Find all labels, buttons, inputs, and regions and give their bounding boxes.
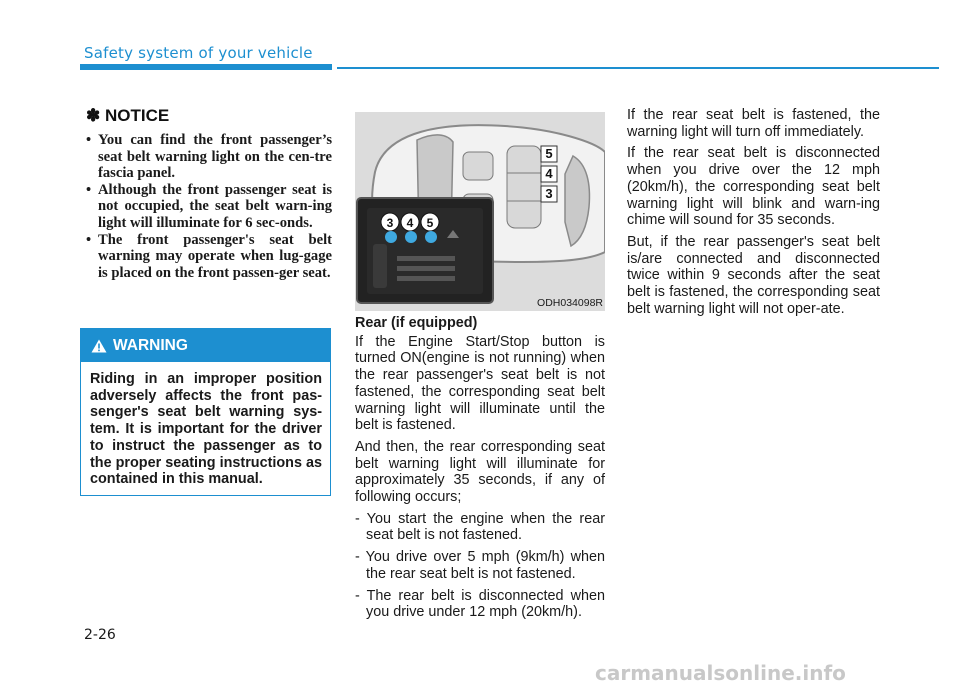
header-rule — [337, 67, 939, 69]
bullet: • — [86, 132, 92, 148]
svg-text:3: 3 — [545, 186, 553, 201]
seat-belt-warning-figure — [355, 112, 605, 311]
svg-text:3: 3 — [386, 216, 394, 230]
bullet: • — [86, 231, 92, 248]
body-paragraph: If the rear seat belt is disconnected when you drive over the 12 mph (20km/h), the corresponding seat belt warning light will blink and warn-ing chime will sound for 35 seconds. — [627, 145, 880, 229]
vehicle-top-view-illustration — [355, 112, 605, 311]
warning-text: Riding in an improper position adversely affects the front pas-senger's seat belt warning sys-tem. It is important for the driver to instruct the passenger as to the proper seating instructions as contained in this manual. — [90, 371, 322, 488]
warning-title: WARNING — [113, 336, 188, 354]
notice-item-text: You can find the front passenger’s seat belt warning light on the cen-tre fascia panel. — [98, 132, 332, 182]
header-accent-bar — [80, 64, 332, 70]
rear-paragraph: And then, the rear corresponding seat belt warning light will illuminate for approximately 35 seconds, if any of following occurs; — [355, 438, 605, 506]
figure-code: ODH034098R — [537, 297, 603, 309]
body-paragraph: But, if the rear passenger's seat belt is/are connected and disconnected twice within 9 seconds after the seat belt is fastened, the corresponding seat belt warning light will not oper-ate. — [627, 233, 880, 317]
condition-item: - The rear belt is disconnected when you drive under 12 mph (20km/h). — [355, 587, 605, 621]
notice-item-text: The front passenger's seat belt warning may operate when lug-gage is placed on the front passen-ger seat. — [98, 231, 332, 281]
watermark: carmanualsonline.info — [595, 661, 846, 685]
seat-label-5 — [541, 146, 557, 162]
page-number: 2-26 — [84, 627, 116, 643]
notice-section — [86, 106, 332, 281]
svg-text:4: 4 — [545, 166, 553, 181]
rear-section — [355, 315, 605, 626]
warning-header — [81, 329, 330, 362]
rear-paragraph: If the Engine Start/Stop button is turned ON(engine is not running) when the rear passenger's seat belt is not fastened, the corresponding seat belt warning light will illuminate until the belt is fastened. — [355, 333, 605, 434]
rear-continued-section — [627, 107, 880, 322]
seat-label-3 — [541, 186, 557, 202]
notice-item — [86, 132, 332, 182]
notice-item-text: Although the front passenger seat is not occupied, the seat belt warn-ing light will illuminate for 6 sec-onds. — [98, 181, 332, 231]
notice-list — [86, 132, 332, 281]
warning-triangle-icon — [91, 339, 107, 353]
bullet: • — [86, 181, 92, 198]
body-paragraph: If the rear seat belt is fastened, the warning light will turn off immediately. — [627, 107, 880, 140]
condition-item: - You drive over 5 mph (9km/h) when the rear seat belt is not fastened. — [355, 549, 605, 582]
svg-text:4: 4 — [406, 216, 414, 230]
notice-item — [86, 232, 332, 282]
condition-item: - You start the engine when the rear seat belt is not fastened. — [355, 510, 605, 544]
svg-text:5: 5 — [426, 216, 434, 230]
rear-heading: Rear (if equipped) — [355, 315, 478, 331]
seat-label-4 — [541, 166, 557, 182]
section-title: Safety system of your vehicle — [84, 44, 313, 62]
svg-text:5: 5 — [545, 146, 553, 161]
warning-box — [80, 328, 331, 496]
notice-item — [86, 182, 332, 232]
notice-title: ✽ NOTICE — [86, 106, 170, 125]
